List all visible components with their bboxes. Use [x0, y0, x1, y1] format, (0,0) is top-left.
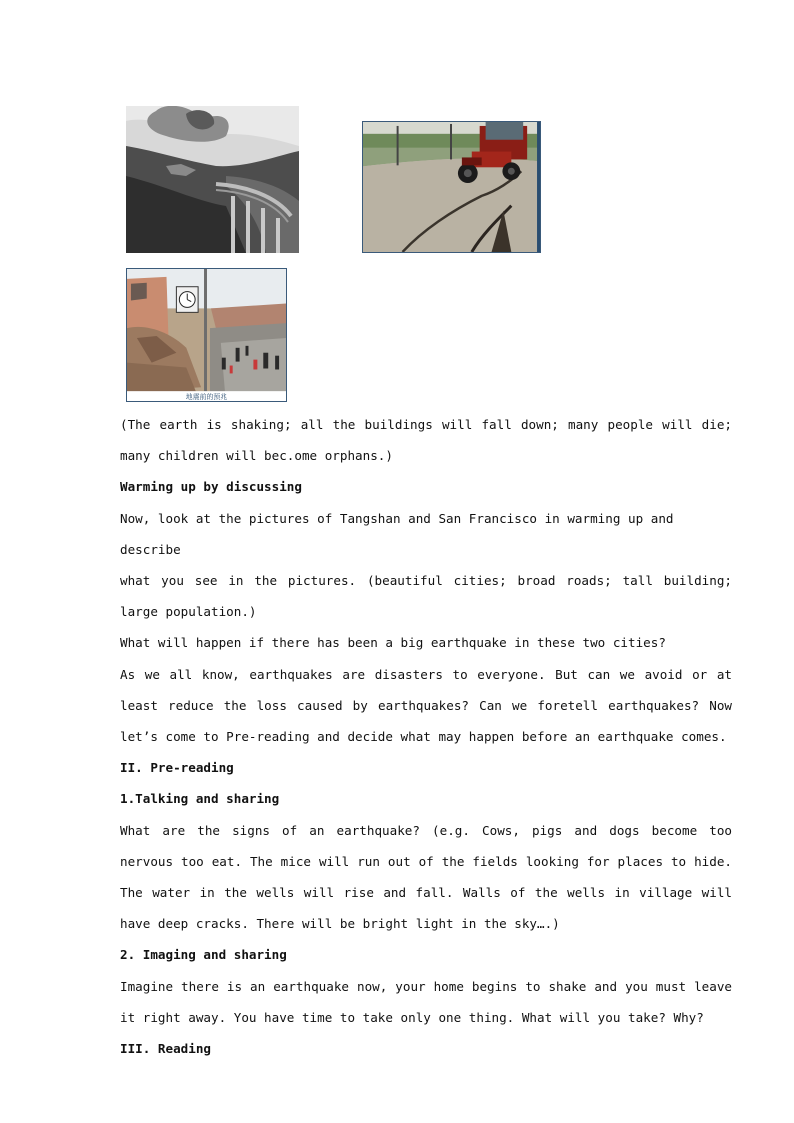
- heading-reading: III. Reading: [120, 1041, 211, 1057]
- paragraph-disasters: As we all know, earthquakes are disasters to everyone. But can we avoid or at least reduce the loss caused by earthquakes? Can we foretell earthquakes? Now let’s come to Pre-reading and decide what may happen before an earthquake comes.: [120, 666, 732, 745]
- heading-imaging-sharing: 2. Imaging and sharing: [120, 947, 287, 963]
- heading-warming-up: Warming up by discussing: [120, 479, 302, 495]
- body-text: [120, 409, 732, 1064]
- paragraph-describe: what you see in the pictures. (beautiful cities; broad roads; tall building; large population.): [120, 573, 732, 620]
- heading-pre-reading: II. Pre-reading: [120, 760, 234, 776]
- paragraph-look-at-pictures: Now, look at the pictures of Tangshan and San Francisco in warming up and describe: [120, 510, 674, 557]
- truck-photo: [362, 121, 541, 253]
- paragraph-signs: What are the signs of an earthquake? (e.g. Cows, pigs and dogs become too nervous too eat. The mice will run out of the fields looking for places to hide. The water in the wells will rise and fall. Walls of the wells in village will have deep cracks. There will be bright light in the sky….): [120, 822, 732, 932]
- paragraph-intro: (The earth is shaking; all the buildings will fall down; many people will die; many children will bec.ome orphans.): [120, 417, 732, 464]
- street-photo: [126, 268, 287, 402]
- bridge-photo: [126, 106, 299, 253]
- street-photo-caption: 地震前的预兆: [185, 393, 228, 401]
- paragraph-imagine: Imagine there is an earthquake now, your home begins to shake and you must leave it right away. You have time to take only one thing. What will you take? Why?: [120, 978, 732, 1025]
- paragraph-question: What will happen if there has been a big earthquake in these two cities?: [120, 635, 666, 651]
- heading-talking-sharing: 1.Talking and sharing: [120, 791, 280, 807]
